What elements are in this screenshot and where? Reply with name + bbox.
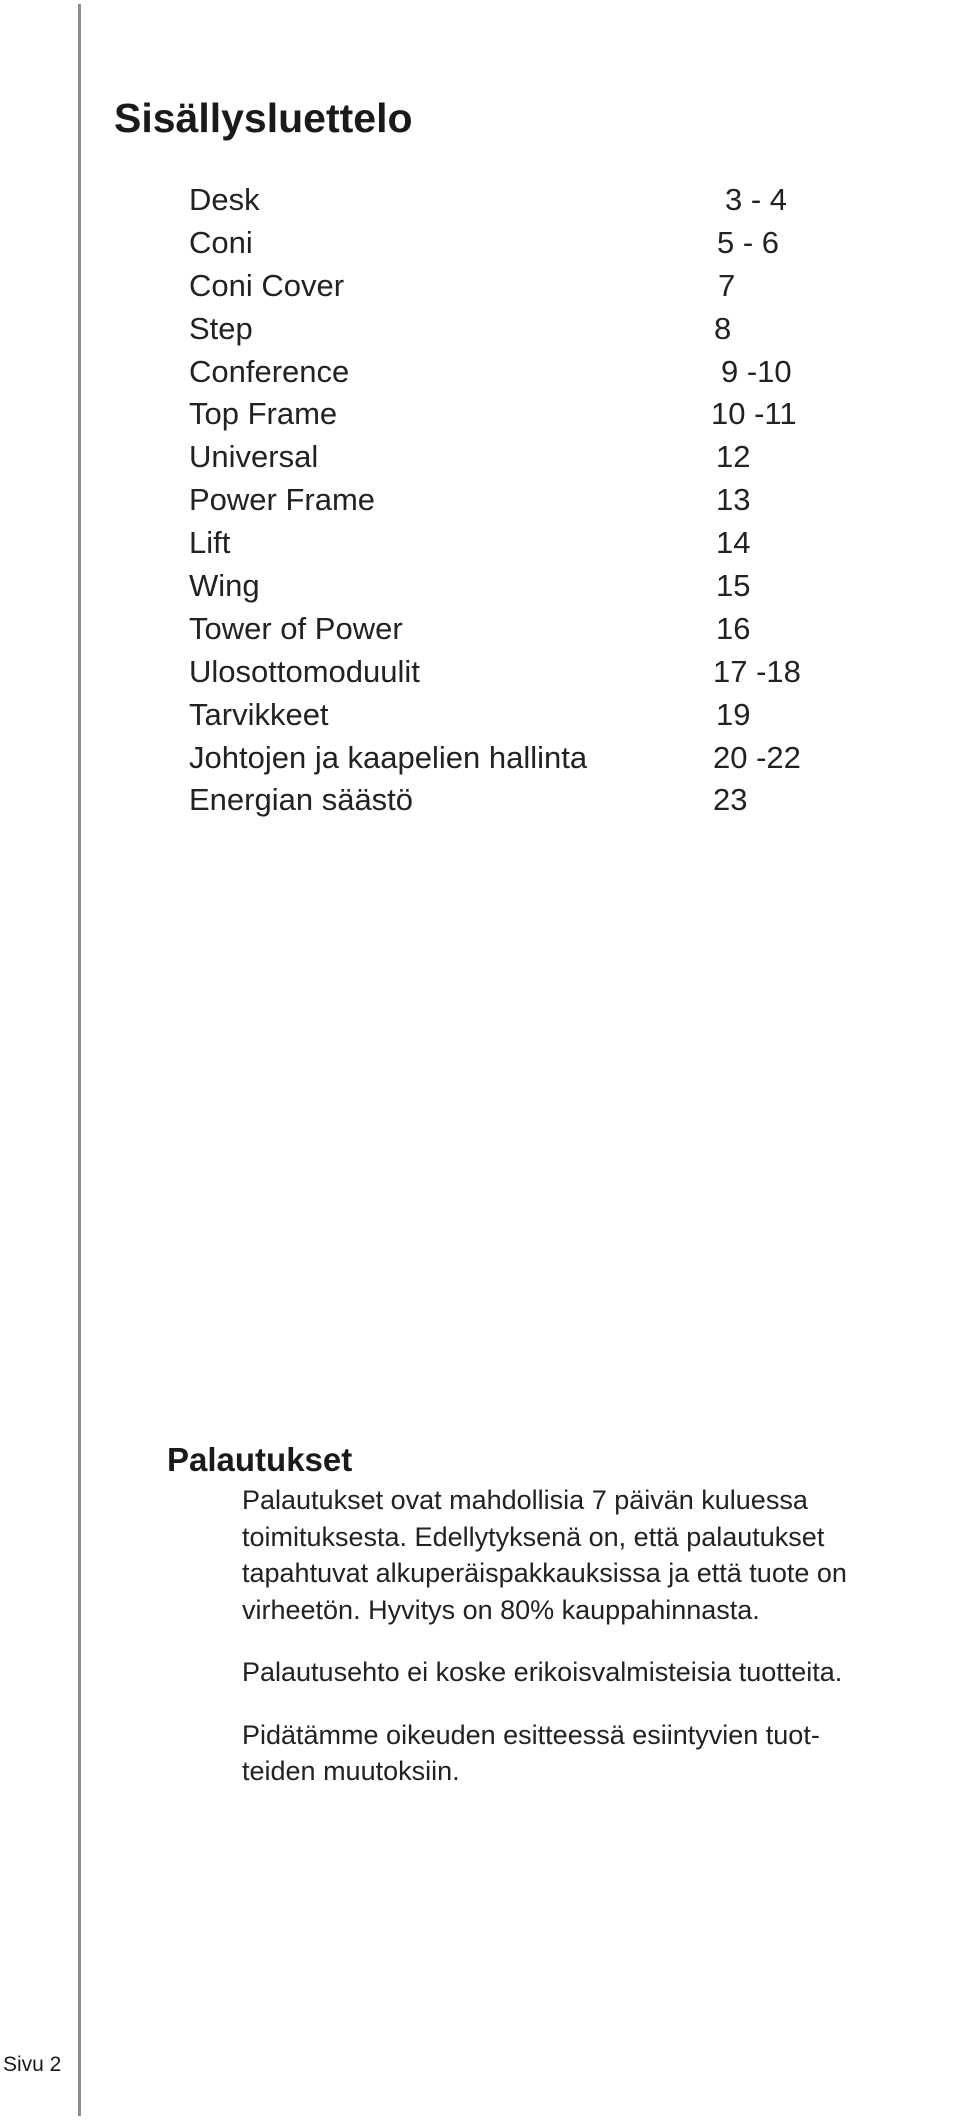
toc-entry-pages: 9 -10: [721, 353, 792, 389]
toc-entry-label: Coni: [189, 224, 253, 260]
toc-entry: [189, 308, 829, 351]
toc-entry: [189, 179, 829, 222]
returns-paragraph: Palautusehto ei koske erikoisvalmisteisia tuotteita.: [242, 1657, 843, 1687]
toc-entry-label: Tarvikkeet: [189, 696, 329, 732]
toc-entry: [189, 351, 829, 394]
toc-entry-pages: 10 -11: [711, 396, 797, 432]
toc-entry-pages: 3 - 4: [725, 182, 788, 217]
toc-entry: [189, 393, 829, 436]
toc-entry: [189, 265, 829, 308]
toc-entry: [189, 436, 829, 479]
toc-entry-label: Wing: [189, 568, 260, 604]
returns-paragraph: Palautukset ovat mahdollisia 7 päivän kuluessa toimituksesta. Edellytyksenä on, että palautukset tapahtuvat alkuperäispakkauksissa ja että tuote on virheetön. Hyvitys on 80% kauppahinnasta.: [242, 1485, 847, 1625]
toc-list: [189, 179, 829, 822]
toc-entry: [189, 608, 829, 651]
toc-entry-label: Top Frame: [189, 396, 338, 432]
toc-entry-pages: 14: [716, 525, 751, 561]
toc-entry: [189, 522, 829, 565]
toc-entry-label: Tower of Power: [189, 610, 403, 646]
toc-entry-label: Conference: [189, 353, 350, 389]
toc-entry: [189, 479, 829, 522]
toc-title: Sisällysluettelo: [114, 95, 413, 141]
returns-paragraph: Pidätämme oikeuden esitteessä esiintyvien tuot- teiden muutoksiin.: [242, 1719, 820, 1786]
toc-entry-label: Desk: [189, 182, 260, 217]
page-number: Sivu 2: [3, 2053, 62, 2076]
toc-entry: [189, 222, 829, 265]
toc-entry-label: Step: [189, 310, 253, 346]
toc-entry: [189, 565, 829, 608]
toc-entry-pages: 16: [716, 610, 751, 646]
returns-body: [242, 1482, 960, 1790]
toc-entry-pages: 13: [716, 482, 751, 518]
returns-title: Palautukset: [167, 1441, 353, 1478]
toc-entry-label: Lift: [189, 525, 231, 561]
toc-entry-pages: 5 - 6: [717, 224, 780, 260]
toc-entry-pages: 15: [716, 568, 751, 604]
toc-entry-label: Power Frame: [189, 482, 376, 518]
toc-entry: [189, 737, 829, 780]
toc-entry-pages: 12: [716, 439, 751, 475]
toc-entry-label: Ulosottomoduulit: [189, 653, 420, 689]
toc-entry-pages: 7: [718, 267, 736, 303]
toc-entry-pages: 8: [714, 310, 732, 346]
toc-entry-pages: 19: [716, 696, 751, 732]
toc-entry-label: Energian säästö: [189, 782, 414, 818]
toc-entry-pages: 20 -22: [713, 739, 801, 775]
toc-entry: [189, 779, 829, 822]
toc-entry-label: Coni Cover: [189, 267, 345, 303]
toc-entry: [189, 694, 829, 737]
toc-entry-label: Universal: [189, 439, 319, 475]
toc-entry: [189, 651, 829, 694]
toc-entry-pages: 23: [713, 782, 748, 818]
margin-rule: [78, 4, 81, 2116]
toc-entry-label: Johtojen ja kaapelien hallinta: [189, 739, 588, 775]
toc-entry-pages: 17 -18: [713, 653, 801, 689]
